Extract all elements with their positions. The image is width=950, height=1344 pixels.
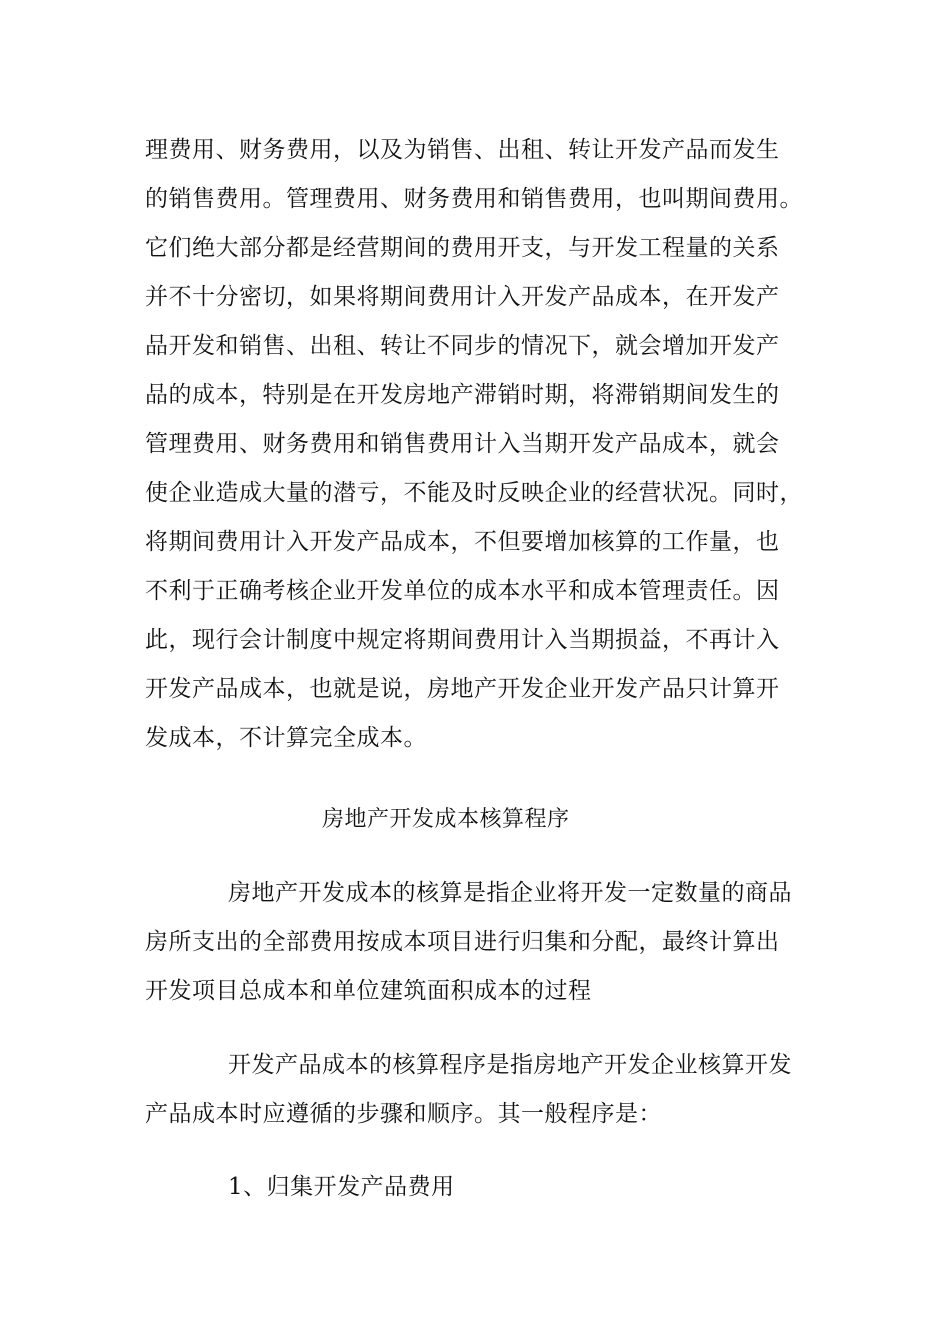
paragraph-line: 并不十分密切，如果将期间费用计入开发产品成本，在开发产 xyxy=(145,284,780,310)
paragraph-line: 房地产开发成本的核算是指企业将开发一定数量的商品 xyxy=(228,880,792,906)
paragraph-line: 开发产品成本，也就是说，房地产开发企业开发产品只计算开 xyxy=(145,676,780,702)
paragraph-line: 品的成本，特别是在开发房地产滞销时期，将滞销期间发生的 xyxy=(145,382,780,408)
paragraph-line: 开发产品成本的核算程序是指房地产开发企业核算开发 xyxy=(228,1052,792,1078)
paragraph-line: 产品成本时应遵循的步骤和顺序。其一般程序是： xyxy=(145,1101,662,1127)
section-heading: 房地产开发成本核算程序 xyxy=(322,807,570,832)
list-item: 1、归集开发产品费用 xyxy=(228,1174,455,1200)
paragraph-line: 理费用、财务费用，以及为销售、出租、转让开发产品而发生 xyxy=(145,137,780,163)
paragraph-line: 的销售费用。管理费用、财务费用和销售费用，也叫期间费用。 xyxy=(145,186,803,212)
paragraph-line: 房所支出的全部费用按成本项目进行归集和分配，最终计算出 xyxy=(145,929,780,955)
paragraph-line: 使企业造成大量的潜亏，不能及时反映企业的经营状况。同时， xyxy=(145,480,803,506)
paragraph-line: 此，现行会计制度中规定将期间费用计入当期损益，不再计入 xyxy=(145,627,780,653)
paragraph-line: 将期间费用计入开发产品成本，不但要增加核算的工作量，也 xyxy=(145,529,780,555)
paragraph-line: 不利于正确考核企业开发单位的成本水平和成本管理责任。因 xyxy=(145,578,780,604)
paragraph-line: 品开发和销售、出租、转让不同步的情况下，就会增加开发产 xyxy=(145,333,780,359)
paragraph-line: 发成本，不计算完全成本。 xyxy=(145,725,427,751)
paragraph-line: 它们绝大部分都是经营期间的费用开支，与开发工程量的关系 xyxy=(145,235,780,261)
paragraph-line: 管理费用、财务费用和销售费用计入当期开发产品成本，就会 xyxy=(145,431,780,457)
paragraph-line: 开发项目总成本和单位建筑面积成本的过程 xyxy=(145,978,592,1004)
